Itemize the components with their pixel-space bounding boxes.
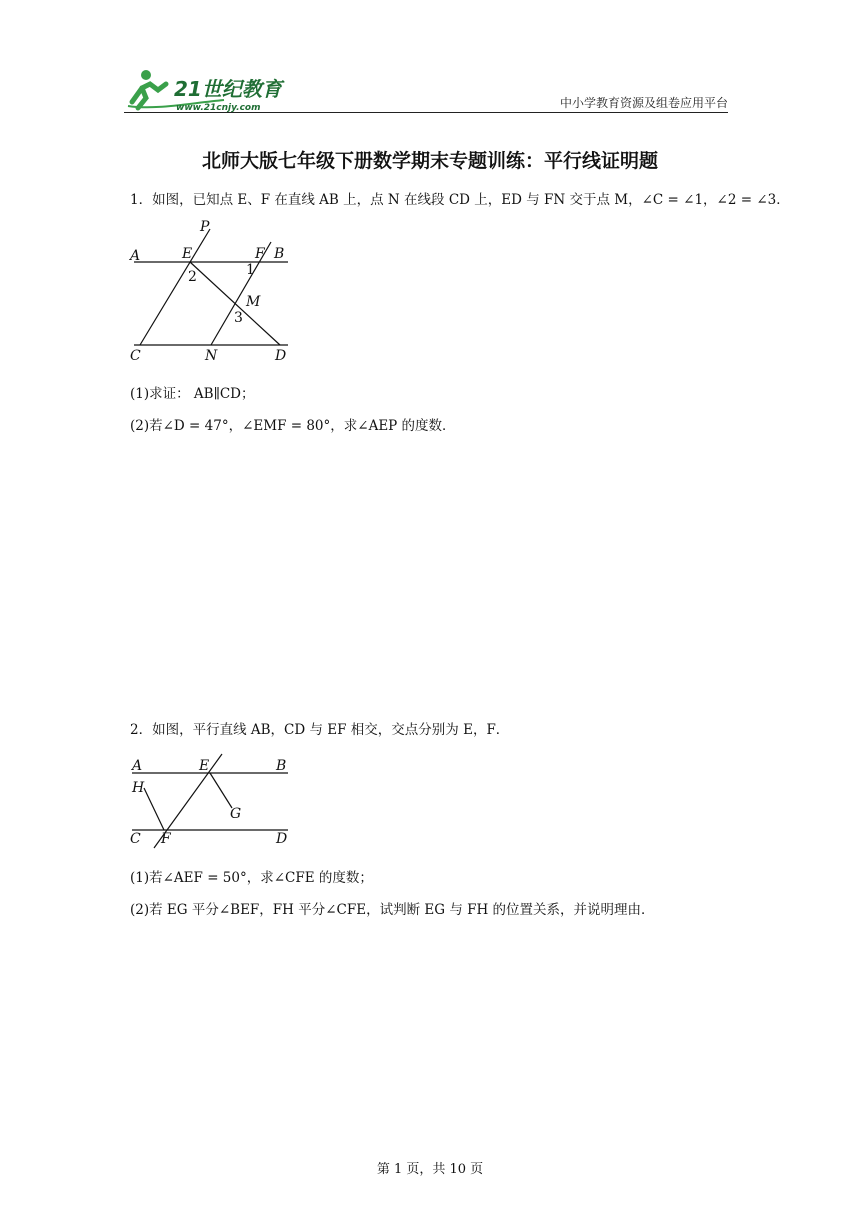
q2-stem: 2．如图，平行直线 AB，CD 与 EF 相交，交点分别为 E，F． [130,722,510,738]
header-divider [124,112,728,113]
label-M: M [246,294,261,310]
page-footer: 第 1 页，共 10 页 [376,1162,484,1177]
label-E: E [199,758,210,774]
label-G: G [230,806,242,822]
ray-fh [144,788,164,830]
label-F: F [255,246,265,262]
label-C: C [130,348,141,364]
label-P: P [200,219,210,235]
q1-part2: (2)若∠D = 47°，∠EMF = 80°，求∠AEP 的度数． [130,418,456,434]
q2-figure [128,752,298,852]
label-N: N [205,348,218,364]
label-B: B [276,758,287,774]
logo [124,64,294,114]
q1-part1: (1)求证： AB∥CD； [130,386,255,402]
label-D: D [276,831,288,847]
logo-subtext: www.21cnjy.com [176,103,261,113]
header-platform-text: 中小学教育资源及组卷应用平台 [559,96,728,110]
label-C: C [130,831,141,847]
logo-text: 21世纪教育 [174,77,282,101]
label-E: E [182,246,193,262]
ray-eg [210,773,232,808]
q1-stem: 1．如图，已知点 E、F 在直线 AB 上，点 N 在线段 CD 上，ED 与 FN 交于点 M，∠C = ∠1，∠2 = ∠3． [130,192,790,208]
label-angle-1: 1 [246,262,255,278]
label-B: B [274,246,285,262]
page-header [124,64,728,116]
label-H: H [132,780,145,796]
page-title: 北师大版七年级下册数学期末专题训练：平行线证明题 [201,150,658,172]
label-angle-3: 3 [234,310,243,326]
label-F: F [161,831,171,847]
q2-part2: (2)若 EG 平分∠BEF，FH 平分∠CFE，试判断 EG 与 FH 的位置关系，并说明理由． [130,902,655,918]
q2-part1: (1)若∠AEF = 50°，求∠CFE 的度数； [130,870,373,886]
q1-figure [128,218,298,364]
line-pc [140,229,210,345]
label-angle-2: 2 [188,269,197,285]
label-D: D [275,348,287,364]
label-A: A [130,248,141,264]
label-A: A [132,758,143,774]
